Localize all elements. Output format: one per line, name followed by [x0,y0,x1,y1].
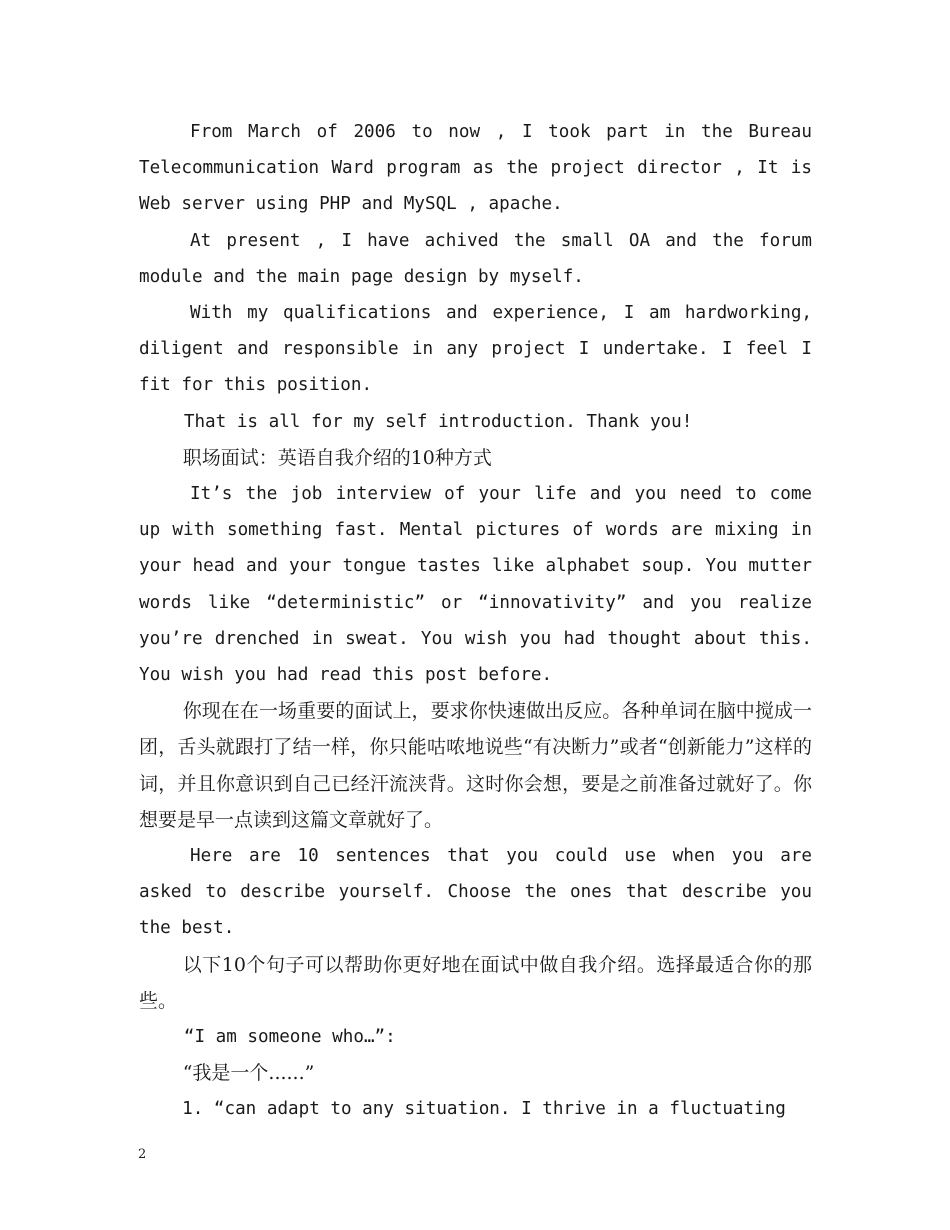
paragraph-project-experience: From March of 2006 to now , I took part in the Bureau Telecommunication Ward program as the project director , It is Web server using PHP and MySQL , apache. [139,122,812,215]
paragraph-interview-intro: It’s the job interview of your life and you need to come up with something fast. Mental pictures of words are mixing in your head and your tongue tastes like alphabet soup. You mutter words like “deterministic” or “innovativity” and you realize you’re drenched in sweat. You wish you had thought about this. You wish you had read this post before. [139,484,812,686]
page-number: 2 [138,1147,147,1162]
paragraph-interview-intro-cn: 你现在在一场重要的面试上，要求你快速做出反应。各种单词在脑中搅成一团，舌头就跟打了结一样，你只能咕哝地说些“有决断力”或者“创新能力”这样的词，并且你意识到自己已经汗流浃背。这时你会想，要是之前准备过就好了。你想要是早一点读到这篇文章就好了。 [139,700,812,831]
list-item-1: 1. “can adapt to any situation. I thrive in a fluctuating [182,1099,786,1120]
paragraph-someone-who-cn: “我是一个......” [182,1062,315,1085]
paragraph-sentences-intro: Here are 10 sentences that you could use when you are asked to describe yourself. Choose the ones that describe you the best. [139,846,812,939]
document-body [139,114,812,1128]
paragraph-someone-who: “I am someone who…”: [183,1027,396,1048]
paragraph-achievements: At present , I have achived the small OA and the forum module and the main page design by myself. [139,230,812,287]
paragraph-closing: That is all for my self introduction. Thank you! [183,411,693,432]
section-heading-cn: 职场面试：英语自我介绍的10种方式 [182,446,492,469]
paragraph-sentences-intro-cn: 以下10个句子可以帮助你更好地在面试中做自我介绍。选择最适合你的那些。 [139,953,812,1012]
paragraph-qualifications: With my qualifications and experience, I am hardworking, diligent and responsible in any project I undertake. I feel I fit for this position. [139,303,812,396]
